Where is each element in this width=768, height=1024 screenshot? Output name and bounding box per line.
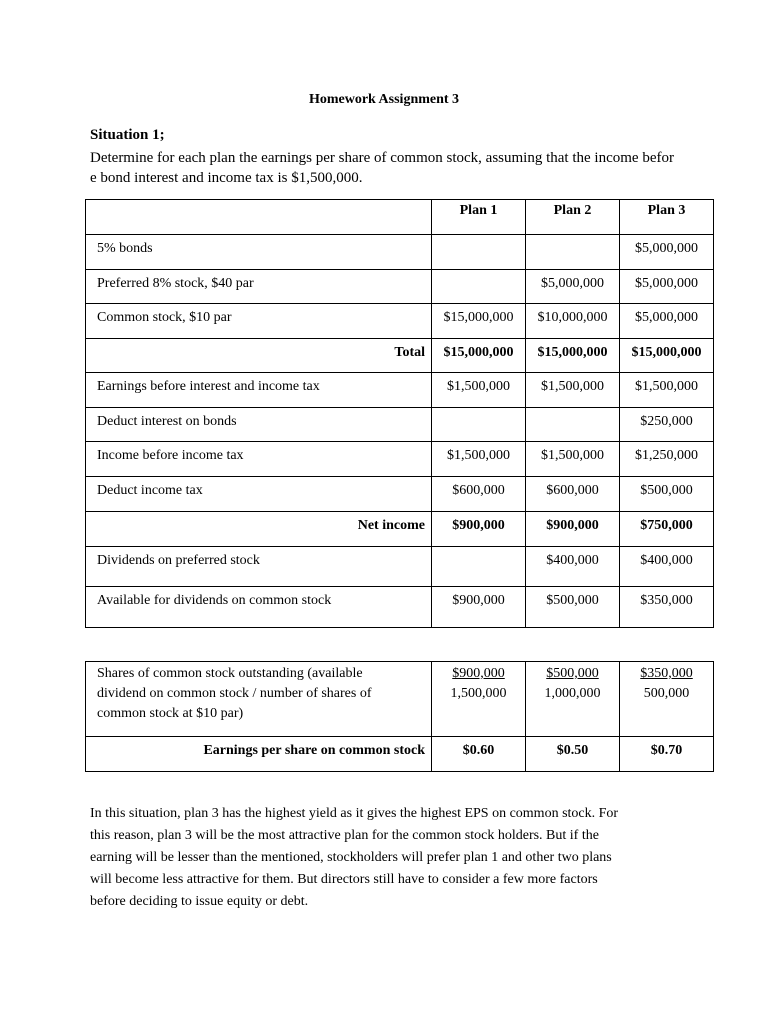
table-row — [86, 587, 714, 628]
table-row — [86, 270, 714, 304]
plan-2-value: $600,000 — [526, 477, 620, 512]
plan-2-value — [526, 235, 620, 270]
plan-2-eps: $0.50 — [526, 737, 620, 772]
plan-3-value: $5,000,000 — [620, 270, 714, 304]
plan-1-value: $900,000 — [432, 587, 526, 628]
header-blank — [86, 200, 432, 235]
plan-1-shares: 1,500,000 — [450, 686, 507, 701]
plan-1-eps: $0.60 — [432, 737, 526, 772]
header-plan-1: Plan 1 — [432, 200, 526, 235]
row-label: Deduct interest on bonds — [86, 408, 432, 442]
plan-3-value: $250,000 — [620, 408, 714, 442]
plan-3-value: $400,000 — [620, 547, 714, 587]
row-label: Available for dividends on common stock — [86, 587, 432, 628]
plan-3-value: $1,500,000 — [620, 373, 714, 408]
table-row — [86, 547, 714, 587]
plan-3-value: $5,000,000 — [620, 235, 714, 270]
plan-3-net-income: $750,000 — [620, 512, 714, 547]
shares-label-line: common stock at $10 par) — [97, 706, 244, 721]
plan-2-fraction — [526, 662, 620, 737]
net-income-row — [86, 512, 714, 547]
table-row — [86, 304, 714, 339]
header-plan-3: Plan 3 — [620, 200, 714, 235]
plan-1-value: $600,000 — [432, 477, 526, 512]
plan-1-value — [432, 547, 526, 587]
eps-row — [86, 737, 714, 772]
plan-1-value: $1,500,000 — [432, 373, 526, 408]
table-row — [86, 408, 714, 442]
eps-table — [85, 661, 714, 772]
plan-2-value: $1,500,000 — [526, 442, 620, 477]
shares-row — [86, 662, 714, 737]
plan-2-value: $400,000 — [526, 547, 620, 587]
row-label: Common stock, $10 par — [86, 304, 432, 339]
plan-3-value: $500,000 — [620, 477, 714, 512]
plan-1-value — [432, 408, 526, 442]
plan-1-value — [432, 235, 526, 270]
row-label: Earnings before interest and income tax — [86, 373, 432, 408]
plan-2-value: $500,000 — [526, 587, 620, 628]
table-row — [86, 235, 714, 270]
plan-2-value: $1,500,000 — [526, 373, 620, 408]
conclusion-line: before deciding to issue equity or debt. — [90, 894, 309, 909]
conclusion-line: will become less attractive for them. But directors still have to consider a few more factors — [90, 872, 598, 887]
row-label: Dividends on preferred stock — [86, 547, 432, 587]
conclusion-paragraph — [90, 803, 690, 913]
plan-3-value: $5,000,000 — [620, 304, 714, 339]
plan-3-value: $350,000 — [620, 587, 714, 628]
plan-3-shares: 500,000 — [643, 686, 690, 701]
table-row — [86, 477, 714, 512]
total-label: Total — [86, 339, 432, 373]
plan-3-value: $1,250,000 — [620, 442, 714, 477]
plan-2-total: $15,000,000 — [526, 339, 620, 373]
capital-structure-table — [85, 199, 714, 628]
conclusion-line: this reason, plan 3 will be the most attractive plan for the common stock holders. But if the — [90, 828, 599, 843]
plan-3-dividend: $350,000 — [640, 666, 693, 681]
table-row — [86, 373, 714, 408]
net-income-label: Net income — [86, 512, 432, 547]
shares-label-line: Shares of common stock outstanding (available — [97, 666, 363, 681]
table-header-row — [86, 200, 714, 235]
conclusion-line: In this situation, plan 3 has the highest yield as it gives the highest EPS on common stock. For — [90, 806, 619, 821]
problem-line: Determine for each plan the earnings per share of common stock, assuming that the income befor — [90, 150, 674, 166]
header-plan-2: Plan 2 — [526, 200, 620, 235]
row-label: Preferred 8% stock, $40 par — [86, 270, 432, 304]
plan-1-value: $1,500,000 — [432, 442, 526, 477]
plan-3-fraction — [620, 662, 714, 737]
problem-line: e bond interest and income tax is $1,500,000. — [90, 170, 363, 186]
problem-statement — [90, 148, 690, 188]
document-title: Homework Assignment 3 — [308, 92, 460, 107]
conclusion-line: earning will be lesser than the mentioned, stockholders will prefer plan 1 and other two plans — [90, 850, 612, 865]
row-label: 5% bonds — [86, 235, 432, 270]
plan-3-total: $15,000,000 — [620, 339, 714, 373]
row-label: Income before income tax — [86, 442, 432, 477]
plan-2-value: $5,000,000 — [526, 270, 620, 304]
plan-2-net-income: $900,000 — [526, 512, 620, 547]
row-label: Deduct income tax — [86, 477, 432, 512]
plan-1-total: $15,000,000 — [432, 339, 526, 373]
plan-2-shares: 1,000,000 — [544, 686, 601, 701]
plan-2-dividend: $500,000 — [546, 666, 599, 681]
plan-1-fraction — [432, 662, 526, 737]
shares-label-line: dividend on common stock / number of shares of — [97, 686, 372, 701]
plan-2-value — [526, 408, 620, 442]
plan-3-eps: $0.70 — [620, 737, 714, 772]
plan-2-value: $10,000,000 — [526, 304, 620, 339]
plan-1-value: $15,000,000 — [432, 304, 526, 339]
total-row — [86, 339, 714, 373]
plan-1-value — [432, 270, 526, 304]
shares-label — [86, 662, 432, 737]
plan-1-net-income: $900,000 — [432, 512, 526, 547]
eps-label: Earnings per share on common stock — [86, 737, 432, 772]
table-row — [86, 442, 714, 477]
situation-heading: Situation 1; — [90, 127, 165, 143]
plan-1-dividend: $900,000 — [452, 666, 505, 681]
